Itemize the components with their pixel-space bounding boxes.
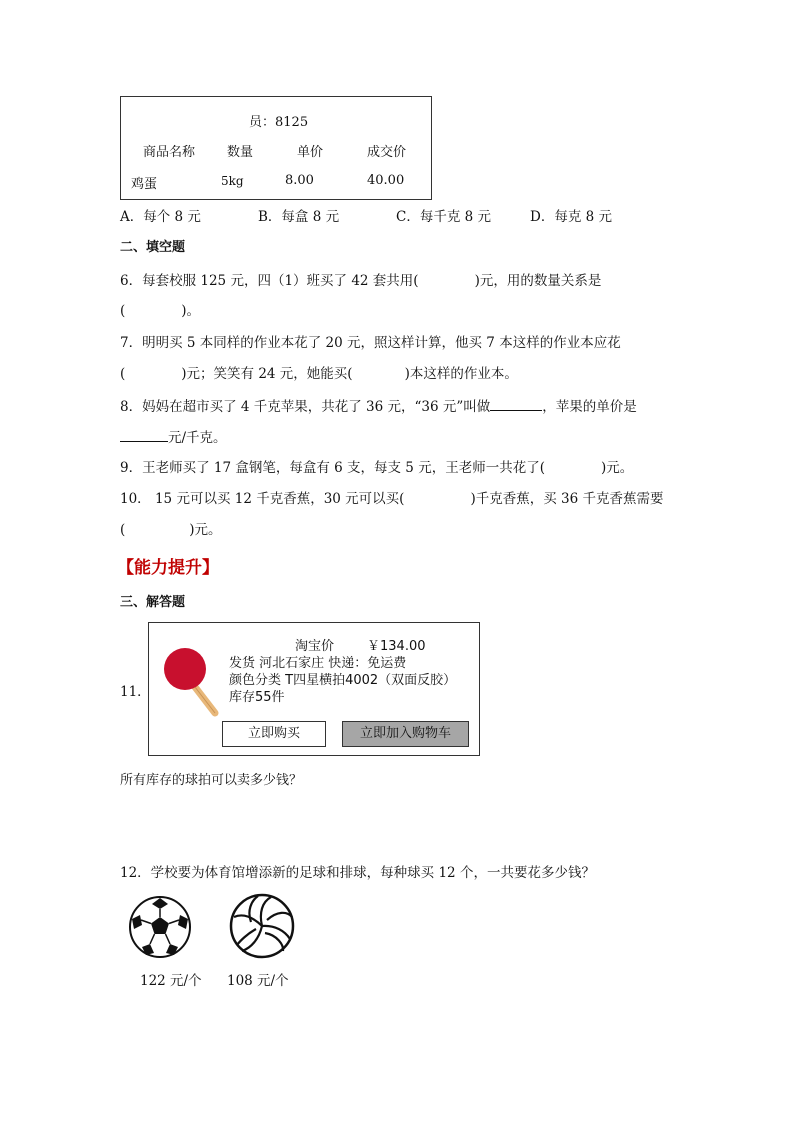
product-card	[148, 622, 480, 756]
q8-text-b: ，苹果的单价是	[542, 399, 637, 415]
q6-text-d: )。	[181, 303, 201, 319]
volleyball-price: 108 元/个	[227, 973, 289, 989]
question-10-line-2	[120, 520, 222, 540]
receipt-item-unit-price: 8.00	[285, 173, 314, 188]
question-9	[120, 458, 633, 478]
price-label: 淘宝价	[295, 639, 335, 654]
receipt-member: 员：8125	[249, 115, 309, 130]
q7-text-b: )元；笑笑有 24 元，她能买(	[181, 366, 353, 382]
q10-text-b: )千克香蕉，买 36 千克香蕉需要	[470, 491, 664, 507]
option-a: A．每个 8 元	[120, 209, 201, 225]
q10-text-d: )元。	[189, 522, 222, 538]
option-d: D．每克 8 元	[530, 209, 612, 225]
q9-text-a: 9．王老师买了 17 盒钢笔，每盒有 6 支，每支 5 元，王老师一共花了(	[120, 460, 545, 476]
receipt-box	[120, 96, 432, 200]
stock-count: 库存55件	[229, 690, 285, 705]
q8-text-a: 8．妈妈在超市买了 4 千克苹果，共花了 36 元，“36 元”叫做	[120, 399, 491, 415]
section-2-title: 二、填空题	[120, 240, 186, 255]
price-value: ￥134.00	[367, 639, 426, 654]
receipt-item-qty: 5kg	[221, 174, 244, 188]
receipt-item-total: 40.00	[367, 173, 405, 188]
q10-text-c: (	[120, 522, 126, 538]
paddle-icon	[159, 643, 221, 717]
receipt-header-unit-price: 单价	[297, 145, 324, 160]
buy-now-button[interactable]: 立即购买	[222, 721, 326, 747]
receipt-header-name: 商品名称	[143, 145, 196, 160]
q9-text-b: )元。	[600, 460, 634, 476]
section-3-title: 三、解答题	[120, 595, 186, 610]
question-10-line-1	[120, 489, 663, 509]
question-11-number: 11．	[120, 684, 151, 700]
q8-blank-1[interactable]	[490, 396, 542, 411]
question-6-line-2	[120, 301, 200, 321]
shipping-info: 发货 河北石家庄 快递：免运费	[229, 656, 407, 671]
q10-text-a: 10． 15 元可以买 12 千克香蕉，30 元可以买(	[120, 491, 405, 507]
add-to-cart-button[interactable]: 立即加入购物车	[342, 721, 469, 747]
receipt-header-qty: 数量	[227, 145, 254, 160]
q6-text-a: 6．每套校服 125 元，四（1）班买了 42 套共用(	[120, 273, 419, 289]
receipt-item-name: 鸡蛋	[131, 177, 158, 192]
ability-heading: 【能力提升】	[117, 558, 219, 578]
question-6-line-1	[120, 271, 601, 291]
question-7-line-2	[120, 364, 518, 384]
question-7-line-1: 7．明明买 5 本同样的作业本花了 20 元，照这样计算，他买 7 本这样的作业本应花	[120, 335, 621, 351]
q6-text-b: )元，用的数量关系是	[474, 273, 602, 289]
question-8-line-1	[120, 396, 637, 417]
receipt-header-total: 成交价	[367, 145, 407, 160]
option-c: C．每千克 8 元	[396, 209, 492, 225]
q8-blank-2[interactable]	[120, 427, 168, 442]
q7-text-a: (	[120, 366, 126, 382]
question-12-text: 12．学校要为体育馆增添新的足球和排球，每种球买 12 个，一共要花多少钱？	[120, 865, 595, 881]
question-11-text: 所有库存的球拍可以卖多少钱？	[120, 773, 303, 788]
option-b: B．每盒 8 元	[258, 209, 340, 225]
q6-text-c: (	[120, 303, 126, 319]
q8-text-c: 元/千克。	[168, 430, 227, 446]
soccer-ball-icon	[128, 895, 192, 959]
color-spec: 颜色分类 T四星横拍4002（双面反胶）	[229, 673, 457, 688]
volleyball-icon	[229, 893, 295, 959]
question-8-line-2	[120, 427, 227, 448]
q7-text-c: )本这样的作业本。	[404, 366, 518, 382]
soccer-price: 122 元/个	[140, 973, 202, 989]
